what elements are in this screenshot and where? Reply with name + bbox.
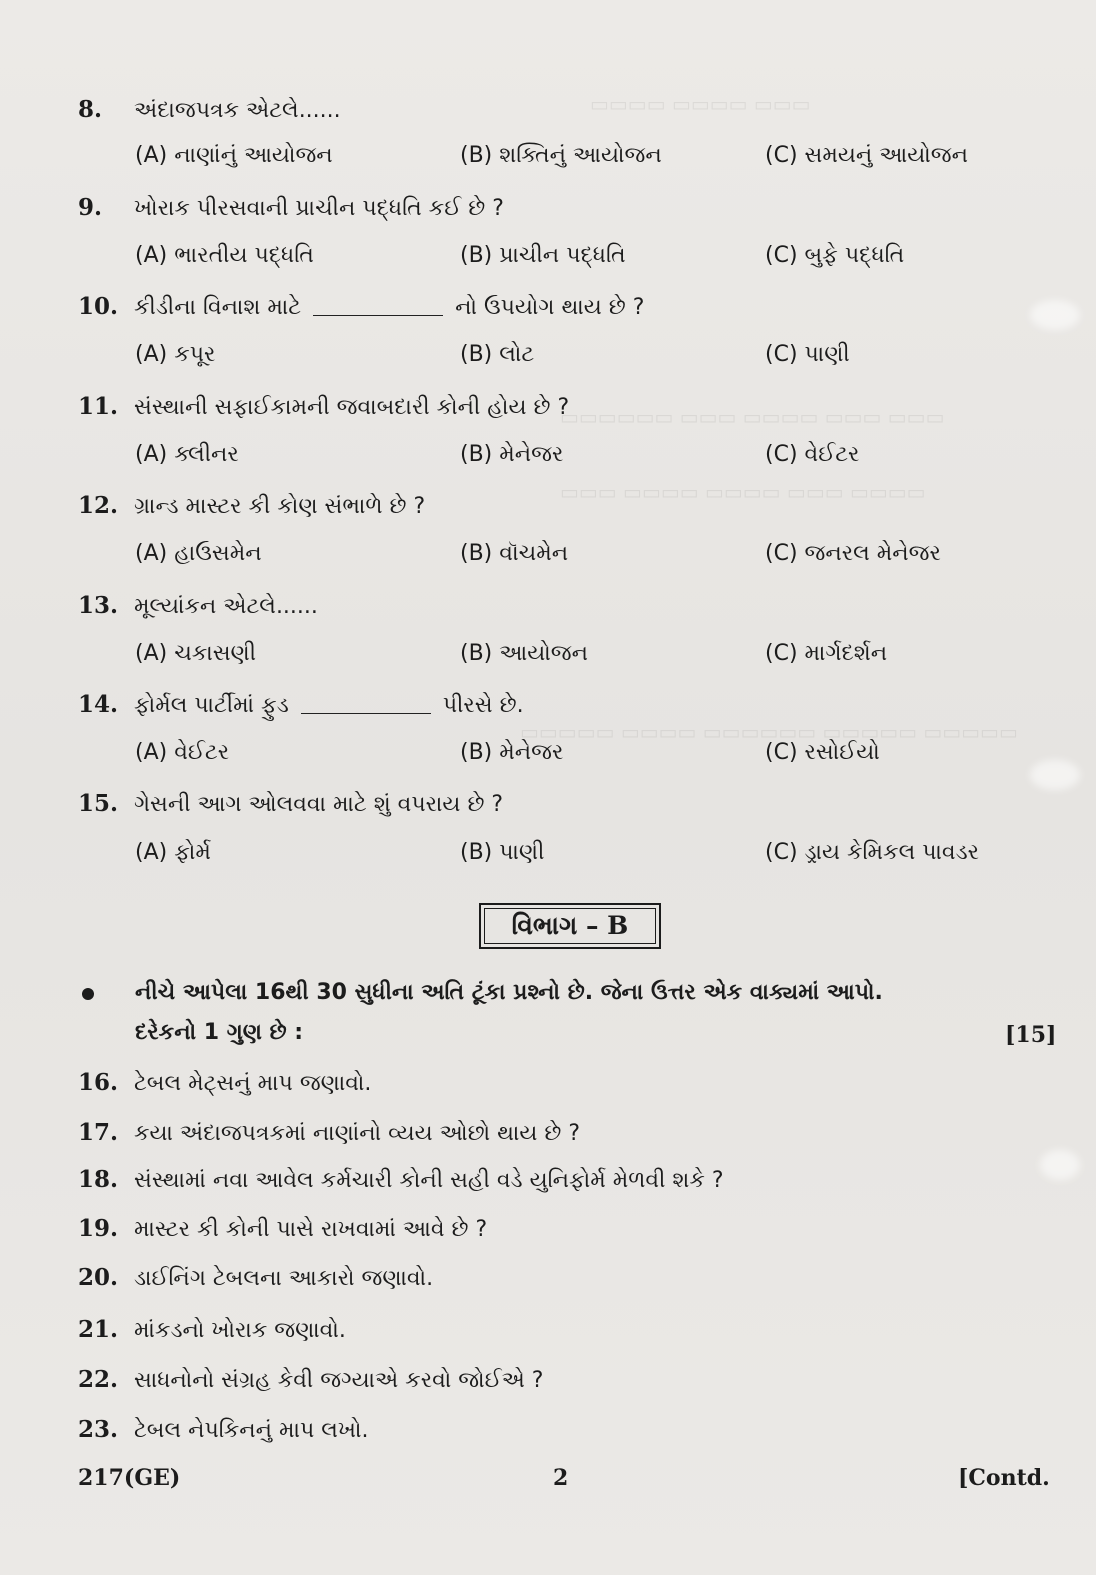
question-8 [78, 96, 341, 123]
option-b: (B) લોટ [460, 342, 535, 367]
question-text: કયા અંદાજપત્રકમાં નાણાંનો વ્યય ઓછો થાય છે ? [134, 1121, 581, 1146]
question-11 [78, 393, 569, 420]
option-b: (B) વૉચમેન [460, 541, 569, 566]
option-a: (A) નાણાંનું આયોજન [135, 143, 333, 168]
question-number: 8. [78, 96, 103, 123]
question-text-before: ફોર્મલ પાર્ટીમાં ફુડ [134, 693, 289, 718]
question-19 [78, 1215, 487, 1242]
instruction-line-1: નીચે આપેલા 16થી 30 સુધીના અતિ ટૂંકા પ્રશ્નો છે. જેના ઉત્તર એક વાક્યમાં આપો. [135, 980, 883, 1005]
question-text: ખોરાક પીરસવાની પ્રાચીન પદ્ધતિ કઈ છે ? [134, 196, 504, 221]
options-14 [135, 740, 1035, 774]
options-8 [135, 143, 1035, 177]
question-text-after: પીરસે છે. [442, 693, 524, 718]
option-a: (A) હાઉસમેન [135, 541, 262, 566]
question-14 [78, 691, 524, 718]
question-text: ડાઈનિંગ ટેબલના આકારો જણાવો. [134, 1266, 434, 1291]
question-number: 16. [78, 1069, 119, 1096]
option-b: (B) આયોજન [460, 641, 588, 666]
option-c: (C) માર્ગદર્શન [765, 641, 888, 666]
option-b: (B) મેનેજર [460, 740, 564, 765]
question-number: 18. [78, 1166, 119, 1193]
question-17 [78, 1119, 580, 1146]
question-number: 13. [78, 592, 119, 619]
option-c: (C) ડ્રાય કેમિકલ પાવડર [765, 840, 980, 865]
question-number: 11. [78, 393, 119, 420]
option-a: (A) ક્લીનર [135, 442, 239, 467]
bleed-through-text: ▭▭▭ ▭▭▭▭ ▭▭▭▭ ▭▭▭ ▭▭▭▭ [560, 480, 926, 504]
question-15 [78, 790, 503, 817]
continued-label: [Contd. [958, 1465, 1050, 1491]
option-c: (C) બુફે પદ્ધતિ [765, 243, 905, 268]
question-20 [78, 1264, 433, 1291]
question-number: 21. [78, 1316, 119, 1343]
question-number: 20. [78, 1264, 119, 1291]
options-10 [135, 342, 1035, 376]
options-12 [135, 541, 1035, 575]
question-text-before: કીડીના વિનાશ માટે [134, 295, 302, 320]
section-marks: [15] [1005, 1022, 1057, 1048]
paper-smudge [1030, 300, 1080, 330]
paper-smudge [1040, 1150, 1080, 1180]
options-15 [135, 840, 1035, 874]
question-text: અંદાજપત્રક એટલે...... [134, 98, 341, 123]
question-16 [78, 1069, 371, 1096]
question-text-after: નો ઉપયોગ થાય છે ? [455, 295, 645, 320]
question-number: 14. [78, 691, 119, 718]
question-number: 23. [78, 1416, 119, 1443]
bleed-through-text: ▭▭▭▭ ▭▭▭▭ ▭▭▭ [590, 92, 811, 116]
question-text: ટેબલ મેટ્સનું માપ જણાવો. [134, 1071, 372, 1096]
question-number: 19. [78, 1215, 119, 1242]
question-text: ટેબલ નેપકિનનું માપ લખો. [134, 1418, 369, 1443]
instruction-line-2: દરેકનો 1 ગુણ છે : [135, 1020, 304, 1045]
option-a: (A) ચકાસણી [135, 641, 257, 666]
question-9 [78, 194, 504, 221]
option-a: (A) ભારતીય પદ્ધતિ [135, 243, 314, 268]
question-text: માંકડનો ખોરાક જણાવો. [134, 1318, 346, 1343]
answer-blank [301, 713, 431, 714]
option-c: (C) જનરલ મેનેજર [765, 541, 941, 566]
question-text: સંસ્થાની સફાઈકામની જવાબદારી કોની હોય છે ? [134, 395, 570, 420]
answer-blank [313, 315, 443, 316]
question-22 [78, 1366, 543, 1393]
question-text: સાધનોનો સંગ્રહ કેવી જગ્યાએ કરવો જોઈએ ? [134, 1368, 544, 1393]
section-heading-box [479, 903, 661, 949]
paper-code: 217(GE) [78, 1465, 181, 1491]
section-title: વિભાગ – B [511, 911, 629, 940]
option-c: (C) સમયનું આયોજન [765, 143, 968, 168]
option-c: (C) પાણી [765, 342, 850, 367]
question-text: મૂલ્યાંકન એટલે...... [134, 594, 318, 619]
options-11 [135, 442, 1035, 476]
question-text: સંસ્થામાં નવા આવેલ કર્મચારી કોની સહી વડે યુનિફોર્મ મેળવી શકે ? [134, 1168, 724, 1193]
question-10 [78, 293, 644, 320]
option-b: (B) પ્રાચીન પદ્ધતિ [460, 243, 626, 268]
question-text: ગ્રાન્ડ માસ્ટર કી કોણ સંભાળે છે ? [134, 494, 426, 519]
options-9 [135, 243, 1035, 277]
question-23 [78, 1416, 368, 1443]
option-a: (A) વેઈટર [135, 740, 230, 765]
question-text: ગેસની આગ ઓલવવા માટે શું વપરાય છે ? [134, 792, 504, 817]
option-c: (C) રસોઈયો [765, 740, 880, 765]
option-a: (A) ફોર્મ [135, 840, 211, 865]
option-a: (A) કપૂર [135, 342, 216, 367]
question-13 [78, 592, 318, 619]
option-b: (B) શક્તિનું આયોજન [460, 143, 662, 168]
bleed-through-text: ▭▭▭▭▭ ▭▭▭▭ ▭▭▭▭▭▭ ▭▭▭▭▭ ▭▭▭▭▭ [520, 720, 1018, 744]
question-number: 15. [78, 790, 119, 817]
question-text: માસ્ટર કી કોની પાસે રાખવામાં આવે છે ? [134, 1217, 488, 1242]
question-number: 17. [78, 1119, 119, 1146]
option-c: (C) વેઈટર [765, 442, 860, 467]
question-number: 22. [78, 1366, 119, 1393]
option-b: (B) મેનેજર [460, 442, 564, 467]
question-18 [78, 1166, 724, 1193]
bullet-icon [82, 988, 94, 1000]
question-number: 9. [78, 194, 103, 221]
bleed-through-text: ▭▭▭▭▭▭ ▭▭▭ ▭▭▭▭ ▭▭▭ ▭▭▭ [560, 405, 945, 429]
option-b: (B) પાણી [460, 840, 545, 865]
question-number: 12. [78, 492, 119, 519]
paper-smudge [1030, 760, 1080, 790]
question-12 [78, 492, 425, 519]
question-21 [78, 1316, 346, 1343]
options-13 [135, 641, 1035, 675]
page-number: 2 [553, 1465, 569, 1491]
question-number: 10. [78, 293, 119, 320]
